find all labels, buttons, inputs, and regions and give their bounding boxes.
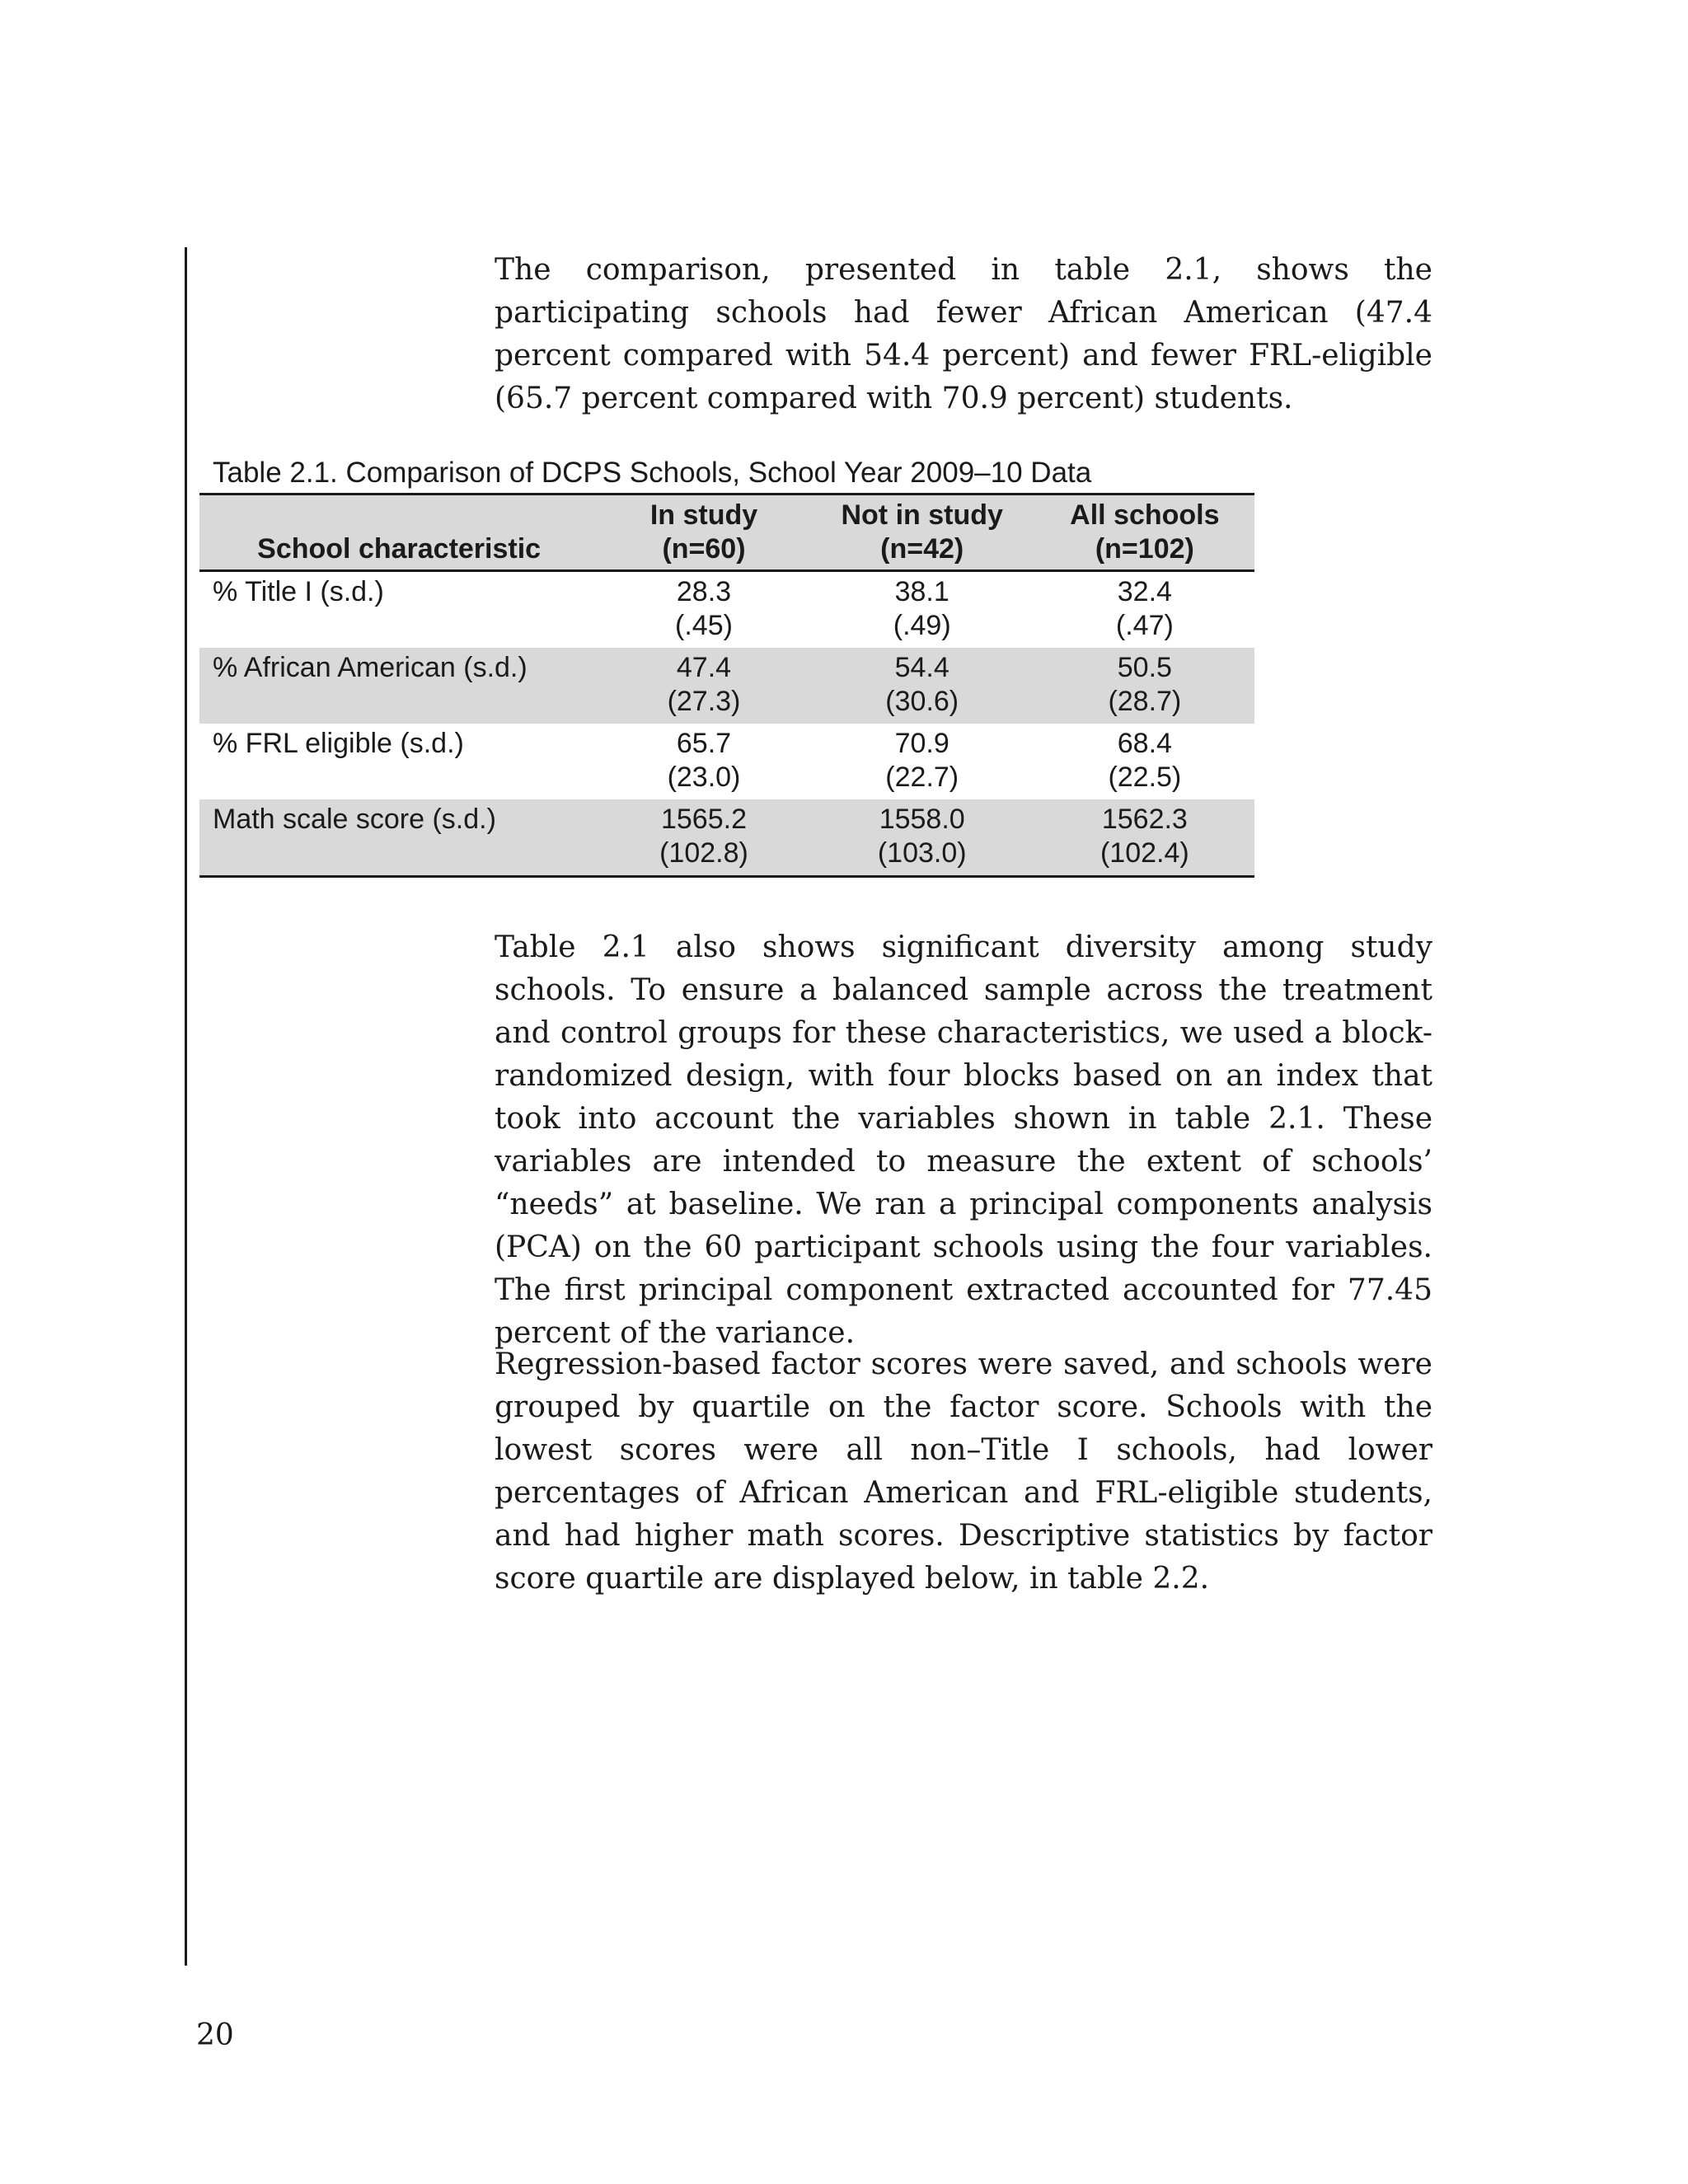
- cell-not-in-study: [809, 571, 1035, 649]
- cell-sd: (.47): [1115, 610, 1174, 641]
- cell-in-study: [598, 799, 809, 877]
- cell-value: 38.1: [894, 576, 950, 607]
- cell-value: 47.4: [676, 652, 732, 683]
- cell-not-in-study: [809, 724, 1035, 799]
- cell-sd: (.49): [893, 610, 951, 641]
- table-row: [199, 799, 1254, 877]
- comparison-table: [199, 493, 1254, 878]
- table-row: [199, 648, 1254, 724]
- paragraph-2: Table 2.1 also shows significant diversity among study schools. To ensure a balanced sample across the treatment and control groups for these characteristics, we used a block-randomized design, with four blocks based on an index that took into account the variables shown in table 2.1. These variables are intended to measure the extent of schools’ “needs” at baseline. We ran a principal components analysis (PCA) on the 60 participant schools using the four variables. The first principal component extracted accounted for 77.45 percent of the variance.: [495, 930, 1432, 1350]
- header-in-study-line1: In study: [649, 499, 758, 531]
- cell-sd: (102.8): [659, 837, 748, 869]
- cell-value: 50.5: [1117, 652, 1172, 683]
- cell-sd: (103.0): [877, 837, 967, 869]
- cell-sd: (30.6): [885, 686, 959, 717]
- header-all-schools-line1: All schools: [1070, 499, 1220, 531]
- row-label: Math scale score (s.d.): [213, 804, 496, 835]
- page-number: 20: [196, 2018, 234, 2052]
- cell-all-schools: [1035, 724, 1254, 799]
- header-characteristic-label: School characteristic: [257, 533, 542, 565]
- header-not-in-study: [809, 494, 1035, 571]
- cell-value: 1562.3: [1101, 804, 1188, 835]
- row-label: % African American (s.d.): [213, 652, 528, 683]
- cell-sd: (102.4): [1100, 837, 1189, 869]
- cell-in-study: [598, 648, 809, 724]
- row-label: % Title I (s.d.): [213, 576, 384, 607]
- cell-value: 70.9: [894, 728, 950, 759]
- cell-value: 1558.0: [879, 804, 965, 835]
- table-header-row: [199, 494, 1254, 571]
- header-not-in-study-line1: Not in study: [841, 499, 1003, 531]
- cell-in-study: [598, 724, 809, 799]
- header-school-characteristic: [199, 494, 598, 571]
- cell-sd: (28.7): [1108, 686, 1182, 717]
- table-row: [199, 724, 1254, 799]
- cell-value: 32.4: [1117, 576, 1172, 607]
- cell-value: 54.4: [894, 652, 950, 683]
- cell-value: 68.4: [1117, 728, 1172, 759]
- cell-value: 1565.2: [660, 804, 747, 835]
- cell-value: 65.7: [676, 728, 732, 759]
- cell-sd: (22.7): [885, 762, 959, 793]
- header-in-study-line2: (n=60): [662, 533, 746, 565]
- paragraph-1: The comparison, presented in table 2.1, shows the participating schools had fewer African American (47.4 percent compared with 54.4 percent) and fewer FRL-eligible (65.7 percent compared with 70.9 percent) students.: [495, 253, 1432, 415]
- cell-in-study: [598, 571, 809, 649]
- cell-not-in-study: [809, 648, 1035, 724]
- table-row: [199, 571, 1254, 649]
- header-not-in-study-line2: (n=42): [880, 533, 964, 565]
- header-all-schools-line2: (n=102): [1095, 533, 1194, 565]
- cell-sd: (.45): [675, 610, 733, 641]
- cell-sd: (23.0): [667, 762, 741, 793]
- cell-sd: (22.5): [1108, 762, 1182, 793]
- header-all-schools: [1035, 494, 1254, 571]
- table-caption: Table 2.1. Comparison of DCPS Schools, School Year 2009–10 Data: [213, 457, 1092, 489]
- margin-rule: [185, 247, 187, 1966]
- cell-all-schools: [1035, 799, 1254, 877]
- cell-all-schools: [1035, 571, 1254, 649]
- header-in-study: [598, 494, 809, 571]
- cell-not-in-study: [809, 799, 1035, 877]
- cell-value: 28.3: [676, 576, 732, 607]
- cell-all-schools: [1035, 648, 1254, 724]
- row-label: % FRL eligible (s.d.): [213, 728, 464, 759]
- cell-sd: (27.3): [667, 686, 741, 717]
- paragraph-3: Regression-based factor scores were saved, and schools were grouped by quartile on the factor score. Schools with the lowest scores were all non–Title I schools, had lower percentages of African American and FRL-eligible students, and had higher math scores. Descriptive statistics by factor score quartile are displayed below, in table 2.2.: [495, 1347, 1432, 1596]
